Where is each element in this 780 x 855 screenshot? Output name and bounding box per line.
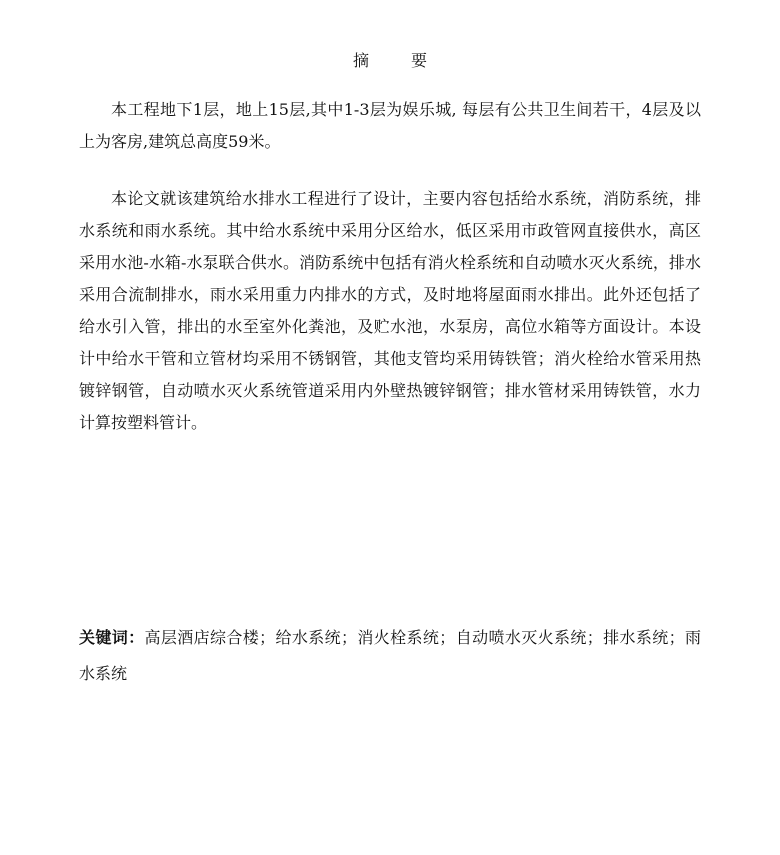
abstract-title: 摘要 [352, 51, 469, 70]
keywords-text: 高层酒店综合楼；给水系统；消火栓系统；自动喷水灭火系统；排水系统；雨水系统 [79, 628, 701, 683]
keywords-line [79, 620, 701, 692]
abstract-paragraph-1: 本工程地下1层，地上15层,其中1-3层为娱乐城, 每层有公共卫生间若干，4层及以上为客房,建筑总高度59米。 [79, 100, 701, 151]
abstract-paragraph-2: 本论文就该建筑给水排水工程进行了设计，主要内容包括给水系统，消防系统，排水系统和雨水系统。其中给水系统中采用分区给水，低区采用市政管网直接供水，高区采用水池-水箱-水泵联合供水。消防系统中包括有消火栓系统和自动喷水灭火系统，排水采用合流制排水，雨水采用重力内排水的方式，及时地将屋面雨水排出。此外还包括了给水引入管，排出的水至室外化粪池，及贮水池，水泵房，高位水箱等方面设计。本设计中给水干管和立管材均采用不锈钢管，其他支管均采用铸铁管；消火栓给水管采用热镀锌钢管，自动喷水灭火系统管道采用内外壁热镀锌钢管；排水管材采用铸铁管，水力计算按塑料管计。 [79, 189, 701, 432]
keywords-label: 关键词： [79, 628, 145, 647]
